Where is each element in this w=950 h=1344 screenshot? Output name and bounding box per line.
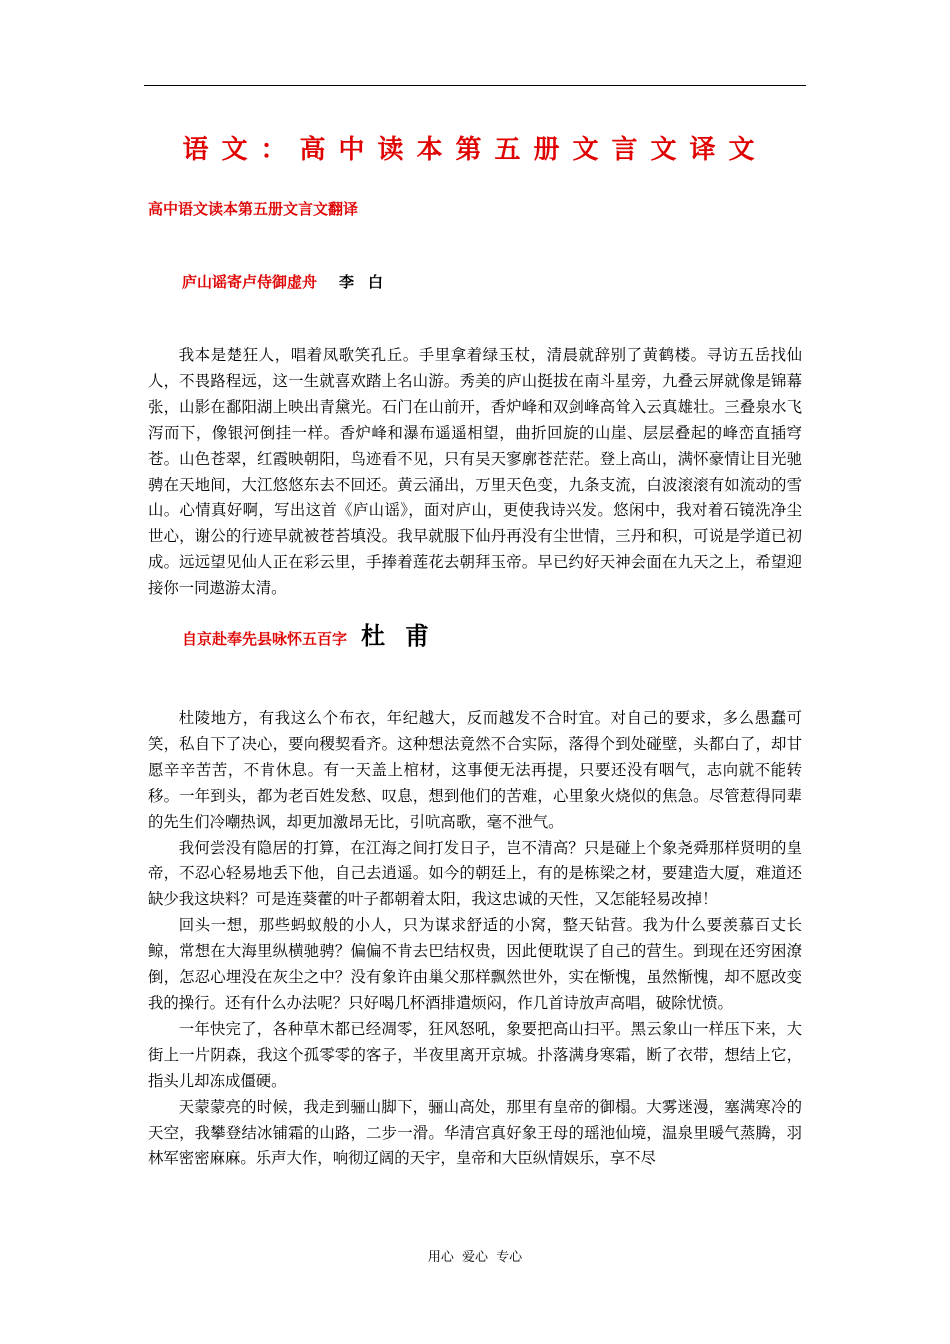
paragraph: 回头一想，那些蚂蚁般的小人，只为谋求舒适的小窝，整天钻营。我为什么要羡慕百丈长鲸，常想在大海里纵横驰骋？偏偏不肯去巴结权贵，因此便耽误了自己的营生。到现在还穷困潦倒，怎忍心埋没在灰尘之中？没有象许由巢父那样飘然世外，实在惭愧，虽然惭愧，却不愿改变我的操行。还有什么办法呢？只好喝几杯酒排遣烦闷，作几首诗放声高唱，破除忧愤。 — [148, 916, 802, 1012]
header-rule — [144, 85, 806, 86]
section-heading-2 — [182, 622, 449, 653]
paragraph: 天蒙蒙亮的时候，我走到骊山脚下，骊山高处，那里有皇帝的御榻。大雾迷漫，塞满寒冷的天空，我攀登结冰铺霜的山路，二步一滑。华清宫真好象王母的瑶池仙境，温泉里暖气蒸腾，羽林军密密麻麻。乐声大作，响彻辽阔的天宇，皇帝和大臣纵情娱乐，享不尽 — [148, 1097, 802, 1168]
translation-text-1 — [148, 343, 802, 602]
poem-author-2: 杜甫 — [361, 621, 450, 650]
page-footer: 用心 爱心 专心 — [427, 1250, 523, 1265]
section-heading-1 — [182, 268, 397, 296]
paragraph: 我何尝没有隐居的打算，在江海之间打发日子，岂不清高？只是碰上个象尧舜那样贤明的皇帝，不忍心轻易地丢下他，自己去逍遥。如今的朝廷上，有的是栋梁之材，要建造大厦，难道还缺少我这块料？可是连葵藿的叶子都朝着太阳，我这忠诚的天性，又怎能轻易改掉！ — [148, 838, 802, 909]
poem-author-1: 李白 — [339, 273, 398, 291]
document-title: 语文：高中读本第五册文言文译文 — [182, 135, 768, 165]
poem-title-1: 庐山谣寄卢侍御虚舟 — [182, 273, 318, 291]
paragraph: 我本是楚狂人，唱着凤歌笑孔丘。手里拿着绿玉杖，清晨就辞别了黄鹤楼。寻访五岳找仙人，不畏路程远，这一生就喜欢踏上名山游。秀美的庐山挺拔在南斗星旁，九叠云屏就像是锦幕张，山影在鄱阳湖上映出青黛光。石门在山前开，香炉峰和双剑峰高耸入云真雄壮。三叠泉水飞泻而下，像银河倒挂一样。香炉峰和瀑布遥遥相望，曲折回旋的山崖、层层叠起的峰峦直插穹苍。山色苍翠，红霞映朝阳，鸟迹看不见，只有吴天寥廓苍茫茫。登上高山，满怀豪情让目光驰骋在天地间，大江悠悠东去不回还。黄云涌出，万里天色变，九条支流，白波滚滚有如流动的雪山。心情真好啊，写出这首《庐山谣》，面对庐山，更使我诗兴发。悠闲中，我对着石镜洗净尘世心，谢公的行迹早就被苍苔填没。我早就服下仙丹再没有尘世情，三丹和积，可说是学道已初成。远远望见仙人正在彩云里，手捧着莲花去朝拜玉帝。早已约好天神会面在九天之上，希望迎接你一同遨游太清。 — [148, 346, 802, 598]
poem-title-2: 自京赴奉先县咏怀五百字 — [182, 630, 348, 648]
paragraph: 一年快完了，各种草木都已经凋零，狂风怒吼，象要把高山扫平。黑云象山一样压下来，大街上一片阴森，我这个孤零零的客子，半夜里离开京城。扑落满身寒霜，断了衣带，想结上它，指头儿却冻成僵硬。 — [148, 1019, 802, 1090]
document-subtitle: 高中语文读本第五册文言文翻译 — [148, 200, 359, 218]
paragraph: 杜陵地方，有我这么个布衣，年纪越大，反而越发不合时宜。对自己的要求，多么愚蠢可笑，私自下了决心，要向稷契看齐。这种想法竟然不合实际，落得个到处碰壁，头都白了，却甘愿辛辛苦苦，不肯休息。有一天盖上棺材，这事便无法再提，只要还没有咽气，志向就不能转移。一年到头，都为老百姓发愁、叹息，想到他们的苦难，心里象火烧似的焦急。尽管惹得同辈的先生们冷嘲热讽，却更加激昂无比，引吭高歌，毫不泄气。 — [148, 709, 802, 831]
translation-text-2 — [148, 706, 802, 1172]
